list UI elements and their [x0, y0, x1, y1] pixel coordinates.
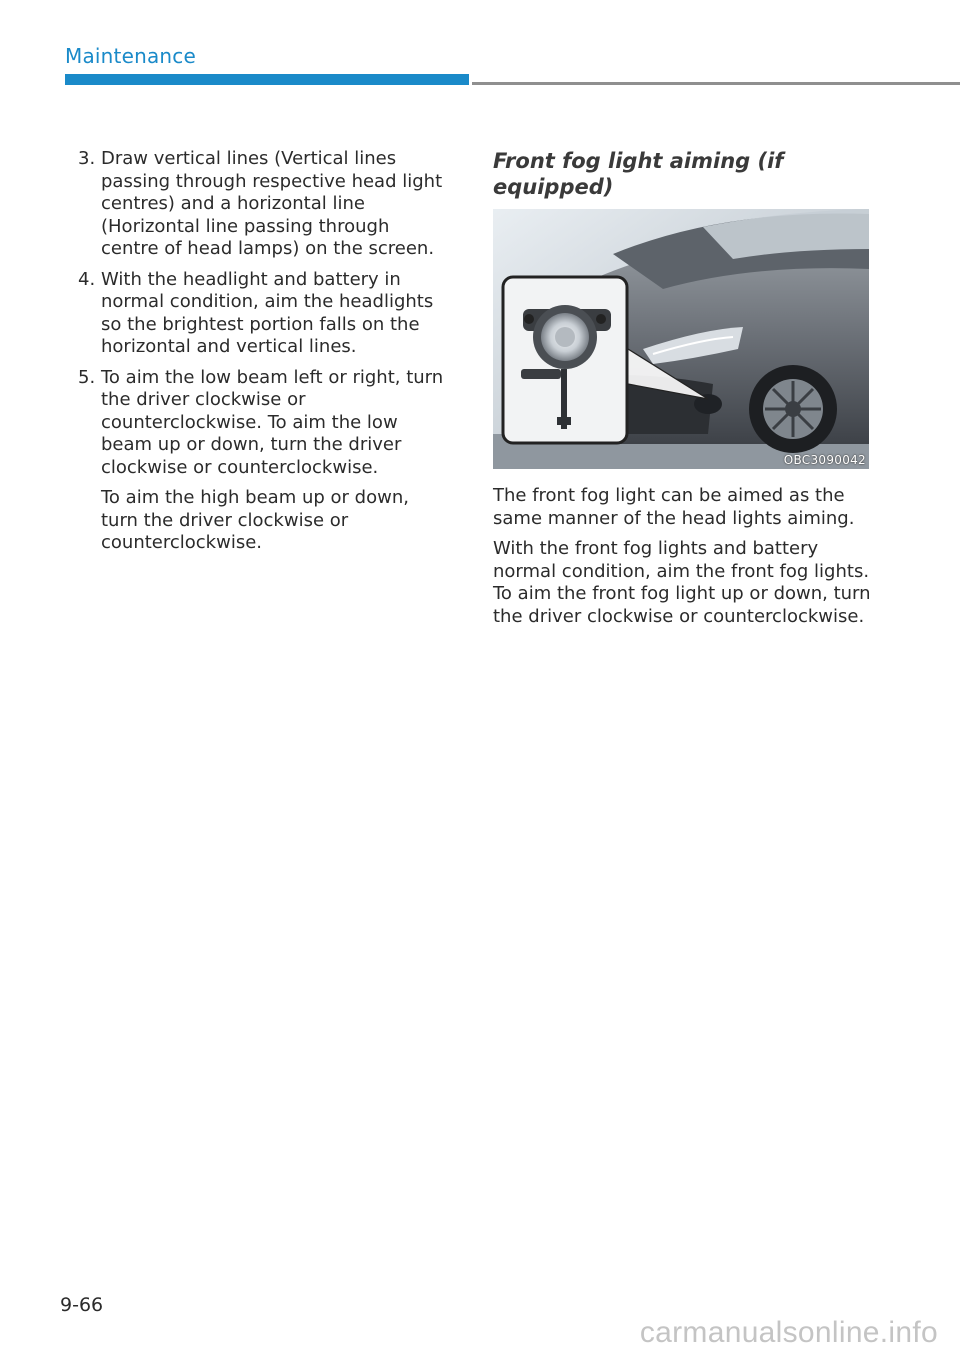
step-item: [78, 269, 448, 359]
car-front-illustration: [493, 209, 869, 469]
step-number: 4.: [78, 268, 96, 290]
step-number: 3.: [78, 148, 96, 169]
step-item: [78, 367, 448, 480]
fog-light-figure: [493, 209, 869, 469]
step-note: To aim the high beam up or down, turn the driver clockwise or counterclockwise.: [101, 487, 409, 553]
left-column: [78, 148, 448, 555]
step-number: 5.: [78, 366, 96, 388]
step-item: [78, 148, 448, 261]
step-text: Draw vertical lines (Vertical lines passing through respective head light centres) and a horizontal line (Horizontal line passing through centre of head lamps) on the screen.: [101, 148, 443, 259]
header-rule-accent: [65, 74, 469, 85]
body-paragraph: With the front fog lights and battery normal condition, aim the front fog lights. To aim the front fog light up or down, turn the driver clockwise or counterclockwise.: [493, 538, 871, 627]
right-column: [493, 148, 873, 628]
section-title: Maintenance: [65, 44, 196, 68]
figure-code: OBC3090042: [783, 453, 866, 467]
step-text: To aim the low beam left or right, turn the driver clockwise or counterclockwise. To aim the low beam up or down, turn the driver clockwise or counterclockwise.: [101, 366, 444, 478]
body-paragraph: The front fog light can be aimed as the same manner of the head lights aiming.: [493, 485, 855, 529]
header-rule-gray: [472, 82, 960, 85]
section-heading: Front fog light aiming (if equipped): [493, 149, 784, 199]
page-number: 9-66: [60, 1294, 104, 1316]
step-text: With the headlight and battery in normal condition, aim the headlights so the brightest portion falls on the horizontal and vertical lines.: [101, 268, 434, 357]
watermark: carmanualsonline.info: [639, 1316, 938, 1349]
